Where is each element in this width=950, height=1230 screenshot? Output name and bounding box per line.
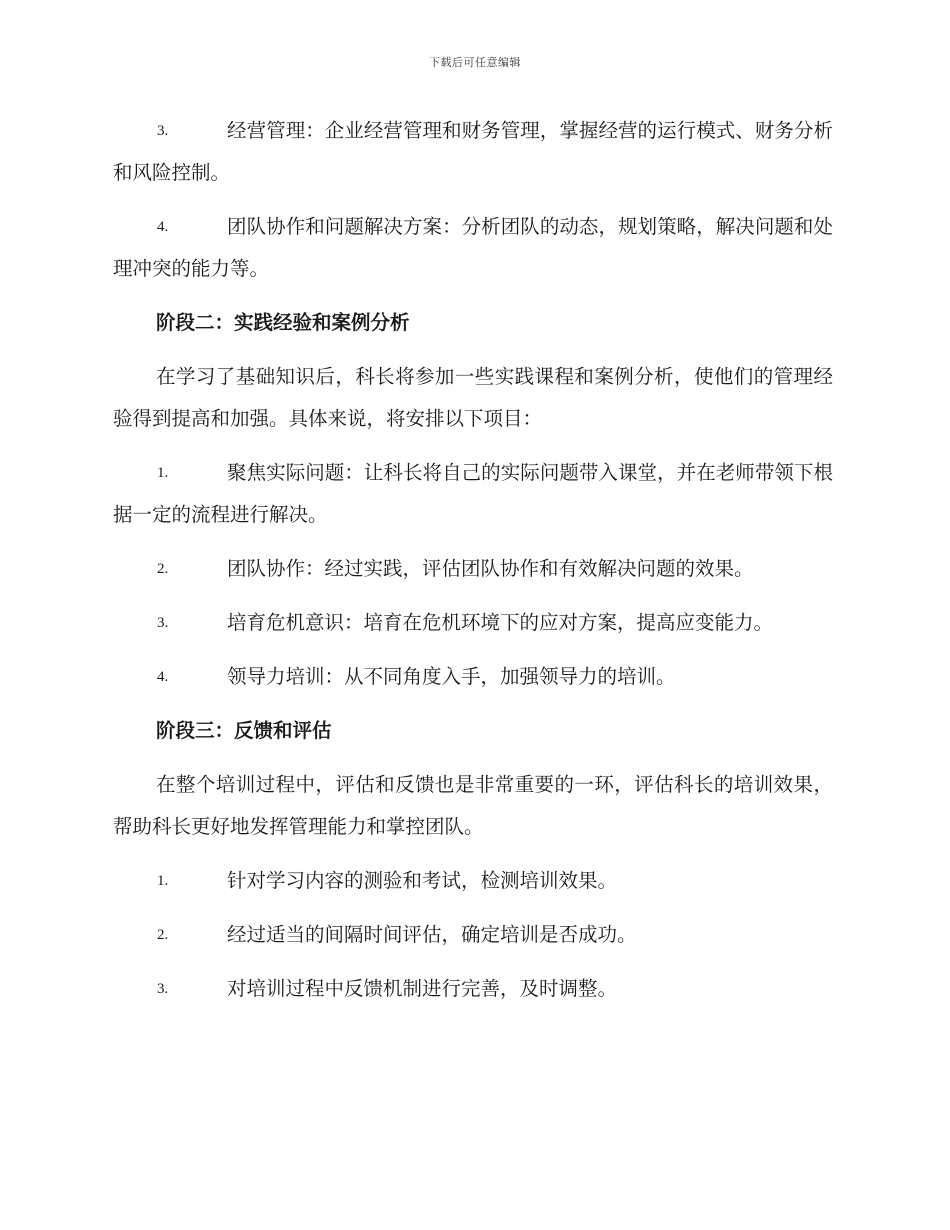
document-body: [113, 110, 833, 1022]
list-number: 3.: [157, 123, 169, 139]
list-number: 3.: [157, 615, 169, 631]
list-number: 2.: [157, 561, 169, 577]
list-item: [113, 452, 833, 536]
list-text: 领导力培训：从不同角度入手，加强领导力的培训。: [227, 665, 676, 688]
list-item: [113, 860, 833, 902]
list-item: [113, 206, 833, 290]
list-text: 团队协作和问题解决方案：分析团队的动态，规划策略，解决问题和处理冲突的能力等。: [113, 215, 833, 280]
list-item: [113, 968, 833, 1010]
page-header: 下载后可任意编辑: [429, 56, 521, 69]
list-item: [113, 548, 833, 590]
list-text: 针对学习内容的测验和考试，检测培训效果。: [227, 869, 618, 892]
section-intro: 在整个培训过程中，评估和反馈也是非常重要的一环，评估科长的培训效果，帮助科长更好地发挥管理能力和掌控团队。: [113, 773, 833, 838]
list-item: [113, 914, 833, 956]
list-item: [113, 110, 833, 194]
list-item: [113, 602, 833, 644]
list-text: 经过适当的间隔时间评估，确定培训是否成功。: [227, 923, 637, 946]
list-number: 4.: [157, 669, 169, 685]
list-number: 2.: [157, 927, 169, 943]
list-number: 1.: [157, 465, 169, 481]
list-text: 经营管理：企业经营管理和财务管理，掌握经营的运行模式、财务分析和风险控制。: [113, 119, 833, 184]
list-number: 4.: [157, 219, 169, 235]
list-text: 培育危机意识：培育在危机环境下的应对方案，提高应变能力。: [227, 611, 774, 634]
list-text: 聚焦实际问题：让科长将自己的实际问题带入课堂，并在老师带领下根据一定的流程进行解决。: [113, 461, 833, 526]
section-intro: 在学习了基础知识后，科长将参加一些实践课程和案例分析，使他们的管理经验得到提高和加强。具体来说，将安排以下项目：: [113, 365, 833, 430]
list-number: 3.: [157, 981, 169, 997]
list-item: [113, 656, 833, 698]
list-text: 团队协作：经过实践，评估团队协作和有效解决问题的效果。: [227, 557, 754, 580]
section-heading: 阶段二：实践经验和案例分析: [156, 311, 410, 334]
section-heading: 阶段三：反馈和评估: [156, 719, 332, 742]
list-text: 对培训过程中反馈机制进行完善，及时调整。: [227, 977, 618, 1000]
list-number: 1.: [157, 873, 169, 889]
